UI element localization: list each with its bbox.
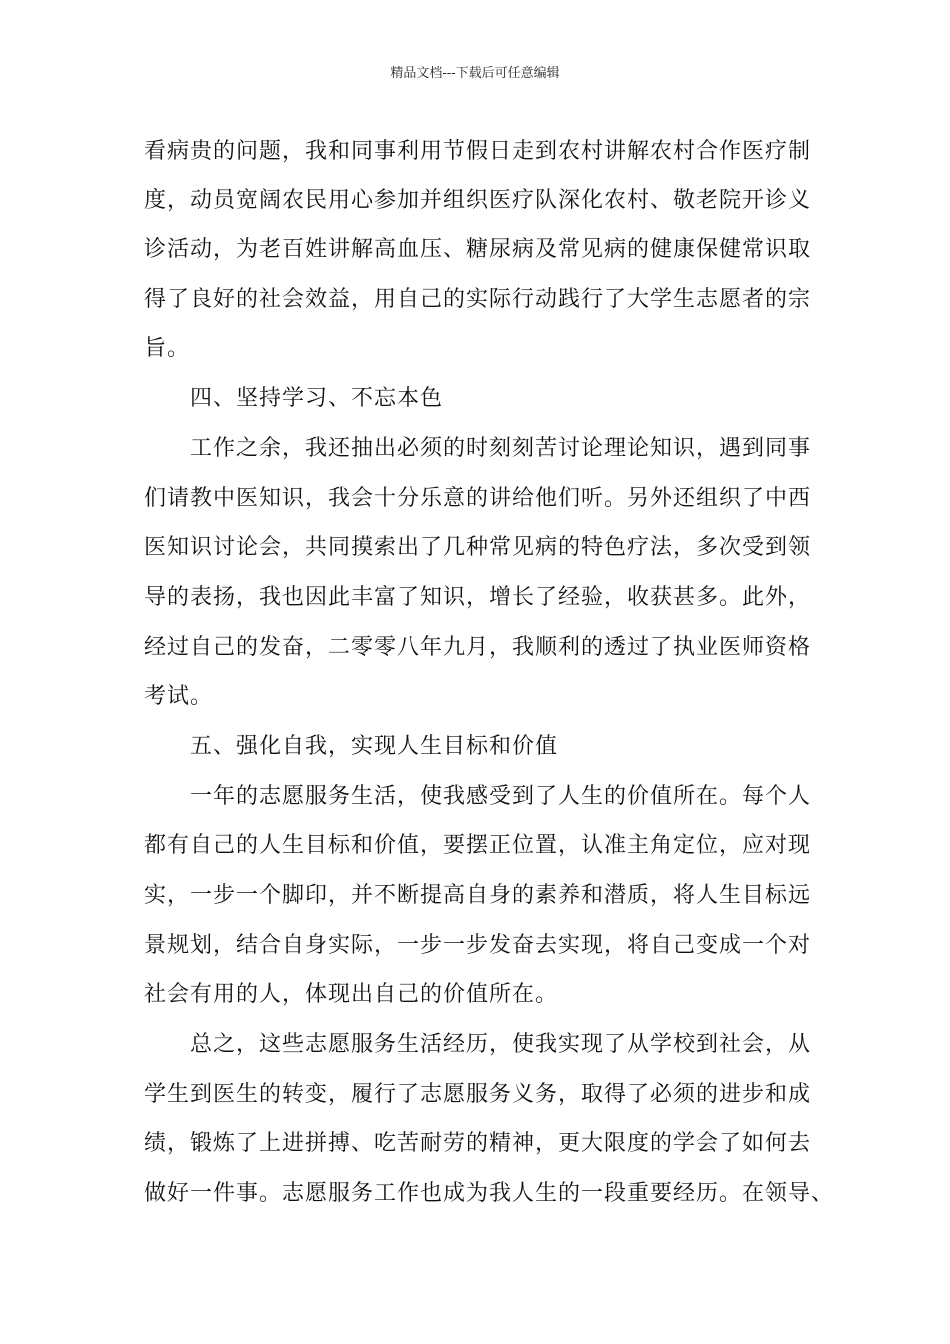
text-line: 一年的志愿服务生活，使我感受到了人生的价值所在。每个人 bbox=[144, 784, 812, 809]
text-line: 医知识讨论会，共同摸索出了几种常见病的特色疗法，多次受到领 bbox=[144, 535, 812, 560]
text-line: 旨。 bbox=[144, 336, 191, 361]
text-line: 经过自己的发奋，二零零八年九月，我顺利的透过了执业医师资格 bbox=[144, 635, 812, 660]
text-line: 们请教中医知识，我会十分乐意的讲给他们听。另外还组织了中西 bbox=[144, 486, 812, 511]
text-line: 诊活动，为老百姓讲解高血压、糖尿病及常见病的健康保健常识取 bbox=[144, 237, 812, 262]
text-line: 看病贵的问题，我和同事利用节假日走到农村讲解农村合作医疗制 bbox=[144, 139, 812, 164]
text-line: 社会有用的人，体现出自己的价值所在。 bbox=[144, 982, 559, 1007]
text-line: 景规划，结合自身实际，一步一步发奋去实现，将自己变成一个对 bbox=[144, 933, 812, 958]
page-header: 精品文档---下载后可任意编辑 bbox=[390, 66, 560, 81]
text-line: 都有自己的人生目标和价值，要摆正位置，认准主角定位，应对现 bbox=[144, 833, 812, 858]
text-line: 导的表扬，我也因此丰富了知识，增长了经验，收获甚多。此外， bbox=[144, 585, 812, 610]
text-line: 考试。 bbox=[144, 684, 214, 709]
text-line: 工作之余，我还抽出必须的时刻刻苦讨论理论知识，遇到同事 bbox=[144, 436, 812, 461]
text-line: 得了良好的社会效益，用自己的实际行动践行了大学生志愿者的宗 bbox=[144, 287, 812, 312]
text-line: 学生到医生的转变，履行了志愿服务义务，取得了必须的进步和成 bbox=[144, 1082, 812, 1107]
section-heading: 四、坚持学习、不忘本色 bbox=[144, 386, 444, 411]
section-heading: 五、强化自我，实现人生目标和价值 bbox=[144, 734, 559, 759]
text-line: 绩，锻炼了上进拼搏、吃苦耐劳的精神，更大限度的学会了如何去 bbox=[144, 1131, 812, 1156]
text-line: 实，一步一个脚印，并不断提高自身的素养和潜质，将人生目标远 bbox=[144, 883, 812, 908]
text-line: 度，动员宽阔农民用心参加并组织医疗队深化农村、敬老院开诊义 bbox=[144, 188, 812, 213]
text-line: 总之，这些志愿服务生活经历，使我实现了从学校到社会，从 bbox=[144, 1032, 812, 1057]
text-line: 做好一件事。志愿服务工作也成为我人生的一段重要经历。在领导、 bbox=[144, 1181, 835, 1206]
